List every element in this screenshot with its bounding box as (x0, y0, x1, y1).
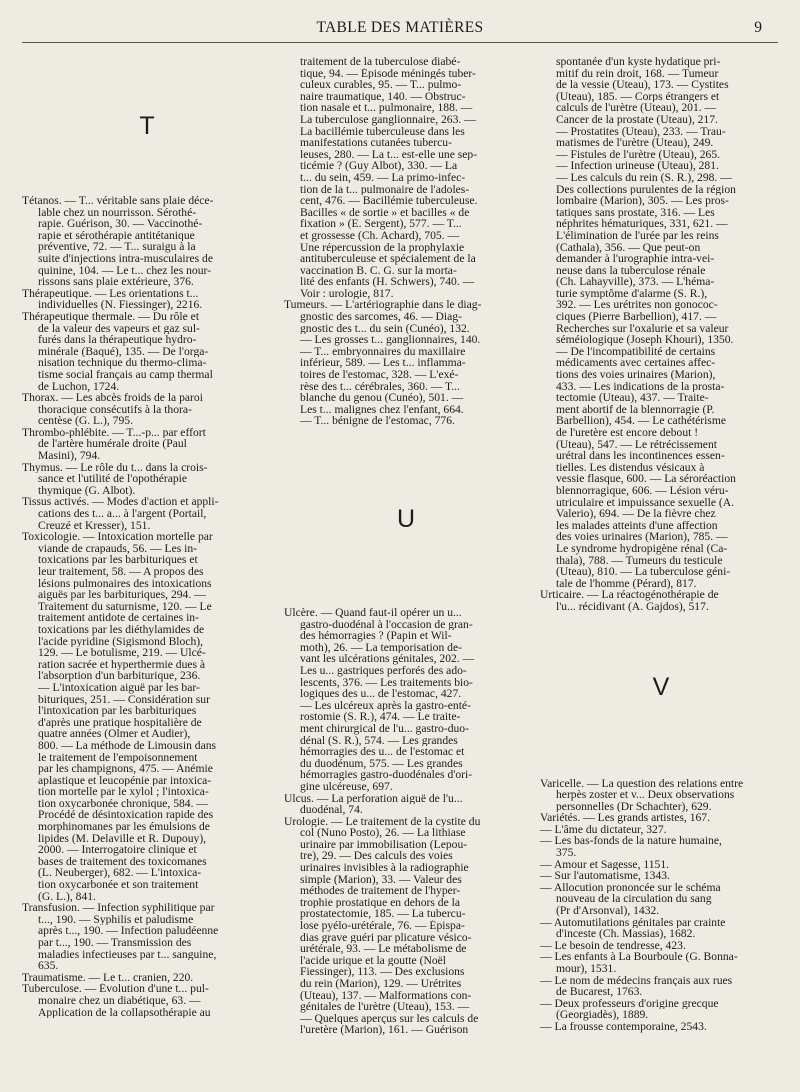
index-entry-continued (540, 56, 782, 589)
entry-line: tion de la t... pulmonaire de l'adoles- (300, 183, 470, 196)
index-entry (540, 998, 782, 1021)
index-entry (284, 607, 528, 793)
entry-line: gnostic des t... du sein (Cunéo), 132. (300, 322, 470, 335)
entry-line: L'élimination de l'urée par les reins (556, 229, 719, 242)
entry-line: viande de crapauds, 56. — Les in- (38, 542, 198, 555)
index-entry (540, 812, 782, 824)
index-entry (540, 917, 782, 940)
entry-line: minérale (Baqué), 135. — De l'orga- (38, 345, 209, 358)
entry-line: blennorragique, 606. — Lésion véru- (556, 484, 729, 497)
entry-line: d'inceste (Ch. Massias), 1682. (556, 928, 696, 940)
entry-line: Cancer de la prostate (Uteau), 217. (556, 113, 718, 126)
entry-line: tion nasale et t... pulmonaire, 188. — (300, 102, 473, 114)
entry-line: et grossesse (Ch. Achard), 705. — (300, 229, 460, 242)
entry-line: duodénal, 74. (300, 804, 363, 816)
entry-line: La bacillémie tuberculeuse dans les (300, 125, 465, 138)
entry-line: (Pr d'Arsonval), 1432. (556, 905, 660, 917)
index-entry (22, 195, 272, 288)
entry-line: Traitement du saturnisme, 120. — Le (38, 600, 212, 613)
entry-line: lable chez un nourrisson. Sérothé- (38, 206, 197, 219)
entry-line: — Les calculs du rein (S. R.), 298. — (556, 171, 732, 184)
entry-line: Masini), 794. (38, 450, 101, 462)
entry-line: bases de traitement des toxicomanes (38, 855, 207, 868)
entry-line: 129. — Le botulisme, 219. — Ulcé- (38, 647, 206, 659)
entry-line: après t..., 190. — Infection paludéenne (38, 925, 219, 937)
entry-line: Tissus activés. — Modes d'action et appli- (22, 496, 219, 509)
entry-line: culeux curables, 95. — T... pulmo- (300, 79, 462, 91)
entry-line: matismes de l'urètre (Uteau), 249. (556, 137, 714, 149)
entry-line: — Le besoin de tendresse, 423. (540, 939, 686, 952)
entry-line: Creuzé et Kresser), 151. (38, 519, 151, 532)
entry-line: par les champignons, 475. — Anémie (38, 763, 213, 775)
entry-line: vant les ulcérations génitales, 202. — (300, 653, 475, 665)
entry-line: — Sur l'automatisme, 1343. (540, 870, 670, 882)
entry-line: — L'âme du dictateur, 327. (540, 823, 667, 836)
index-entry (540, 951, 782, 974)
entry-line: Les t... malignes chez l'enfant, 664. (300, 403, 464, 416)
section-spacer (284, 532, 528, 607)
entry-line: utriculaire et impuissance sexuelle (A. (556, 496, 735, 509)
entry-line: Valerio), 694. — De la fièvre chez (556, 508, 716, 520)
entry-line: (Uteau), 185. — Corps étrangers et (556, 90, 720, 103)
entry-line: des voies urinaires (Marion), 785. — (556, 531, 728, 543)
index-entry (22, 427, 272, 462)
entry-line: Ulcère. — Quand faut-il opérer un u... (284, 607, 462, 619)
entry-line: lésions pulmonaires des intoxications (38, 577, 212, 590)
entry-line: (Uteau), 547. — Le rétrécissement (556, 438, 717, 451)
entry-line: sance et l'utilité de l'opothérapie (38, 473, 188, 485)
section-letter: V (652, 672, 670, 701)
entry-line: tielles. Les distendus vésicaux à (556, 461, 705, 474)
entry-line: thymique (G. Albot). (38, 484, 136, 497)
entry-line: ment abortif de la blennorragie (P. (556, 403, 715, 416)
entry-line: rissons sans plaie extérieure, 376. (38, 276, 194, 288)
entry-line: toxications par les barbituriques et (38, 554, 198, 566)
entry-line: leur traitement, 58. — A propos des (38, 566, 204, 578)
entry-line: centèse (G. L.), 795. (38, 415, 133, 427)
entry-line: 375. (556, 847, 577, 859)
entry-line: lescents, 376. — Les traitements bio- (300, 676, 473, 689)
entry-line: Procédé de désintoxication rapide des (38, 809, 214, 822)
entry-line: Ulcus. — La perforation aiguë de l'u... (284, 792, 463, 805)
entry-line: traitement de la tuberculose diabé- (300, 56, 461, 68)
index-entry (284, 816, 528, 1036)
entry-line: vessie flasque, 600. — La séroréaction (556, 473, 736, 485)
entry-line: rapie et sérothérapie antitétanique (38, 229, 195, 242)
entry-line: calculs de l'urètre (Uteau), 201. — (556, 102, 717, 114)
section-spacer (284, 427, 528, 507)
entry-line: des hémorragies ? (Papin et Wil- (300, 630, 452, 642)
entry-line: La tuberculose ganglionnaire, 263. — (300, 113, 476, 126)
entry-line: moth), 26. — La temporisation de- (300, 641, 462, 654)
entry-line: — T... embryonnaires du maxillaire (300, 345, 466, 358)
entry-line: Le syndrome hydropigène rénal (Ca- (556, 542, 728, 555)
entry-line: nouveau de la circulation du sang (556, 893, 712, 906)
entry-line: de la valeur des vapeurs et gaz sul- (38, 322, 200, 335)
index-entry (540, 778, 782, 813)
entry-line: Barbellion), 454. — Le cathétérisme (556, 415, 726, 427)
entry-line: — Prostatites (Uteau), 233. — Trau- (556, 125, 726, 138)
section-spacer (540, 613, 782, 675)
entry-line: ment chirurgical de l'u... gastro-duo- (300, 722, 469, 735)
entry-line: Toxicologie. — Intoxication mortelle par (22, 531, 213, 543)
entry-line: vaccination B. C. G. sur la morta- (300, 264, 457, 277)
entry-line: aplastique et leucopénie par intoxica- (38, 774, 212, 787)
entry-line: cations des t... a... à l'argent (Portail, (38, 508, 207, 520)
entry-line: du rein (Marion), 129. — Urétrites (300, 978, 462, 990)
entry-line: bituriques, 251. — Considération sur (38, 693, 210, 706)
entry-line: de l'uretère est encore debout ! (556, 427, 699, 439)
index-entry (540, 589, 782, 612)
entry-line: gnostic des sarcomes, 46. — Diag- (300, 311, 462, 323)
entry-line: hémorragies gastro-duodénales d'ori- (300, 769, 473, 781)
entry-line: tatiques sans prostate, 316. — Les (556, 206, 715, 219)
entry-line: l'uretère (Marion), 161. — Guérison (300, 1024, 469, 1036)
entry-line: l'intoxication par les barbituriques (38, 705, 197, 717)
entry-line: — Automutilations génitales par crainte (540, 916, 726, 929)
entry-line: — De l'incompatibilité de certains (556, 345, 716, 358)
entry-line: 2000. — Interrogatoire clinique et (38, 844, 197, 856)
entry-line: méthodes de traitement de l'hyper- (300, 885, 461, 897)
entry-line: nisation technique du thermo-clima- (38, 357, 207, 369)
index-entry (284, 299, 528, 427)
index-entry (22, 902, 272, 972)
entry-line: toxications par les diéthylamides de (38, 623, 205, 636)
entry-line: de Bucarest, 1763. (556, 986, 643, 998)
entry-line: fixation » (E. Sergent), 577. — T... (300, 218, 462, 230)
entry-line: t... du sein, 459. — La primo-infec- (300, 171, 466, 184)
entry-line: de la vessie (Uteau), 173. — Cystites (556, 79, 729, 91)
entry-line: l'absorption d'un barbiturique, 236. (38, 670, 201, 682)
entry-line: 392. — Les urétrites non gonococ- (556, 299, 718, 312)
entry-line: (Georgiadès), 1889. (556, 1009, 649, 1021)
index-entry (22, 972, 272, 984)
entry-line: furés dans la thérapeutique hydro- (38, 334, 197, 346)
entry-line: 800. — La méthode de Limousin dans (38, 739, 217, 752)
entry-line: urinaires invisibles à la radiographie (300, 862, 469, 874)
entry-line: — Allocution prononcée sur le schéma (540, 881, 721, 894)
entry-line: Les u... gastriques perforés des ado- (300, 664, 467, 677)
entry-line: Thorax. — Les abcès froids de la paroi (22, 392, 203, 404)
entry-line: urétral dans les incontinences essen- (556, 450, 725, 462)
entry-line: — La frousse contemporaine, 2543. (540, 1020, 707, 1033)
entry-line: antituberculeuse et spécialement de la (300, 253, 476, 265)
entry-line: l'u... récidivant (A. Gajdos), 517. (556, 600, 709, 613)
entry-line: — Les bas-fonds de la nature humaine, (540, 835, 722, 848)
entry-line: Bacilles « de sortie » et bacilles « de (300, 206, 470, 219)
index-entry (22, 311, 272, 392)
index-entry (540, 870, 782, 882)
entry-line: neuse dans la tuberculose rénale (556, 264, 706, 277)
section-letter: T (139, 112, 155, 140)
entry-line: génitales de l'urètre (Uteau), 153. — (300, 1001, 470, 1013)
entry-line: Thérapeutique. — Les orientations t... (22, 287, 199, 300)
entry-line: du duodénum, 575. — Les grandes (300, 757, 463, 770)
entry-line: mitif du rein droit, 168. — Tumeur (556, 67, 719, 80)
index-column-right (540, 56, 782, 1033)
entry-line: — Quelques aperçus sur les calculs de (300, 1012, 479, 1025)
entry-line: Thérapeutique thermale. — Du rôle et (22, 310, 200, 323)
index-column-middle (284, 56, 528, 1036)
entry-line: lombaire (Marion), 305. — Les pros- (556, 195, 729, 207)
page-title: TABLE DES MATIÈRES (316, 19, 484, 36)
index-entry (540, 975, 782, 998)
entry-line: turie symptôme d'alarme (S. R.), (556, 287, 708, 300)
entry-line: — L'intoxication aiguë par les bar- (38, 681, 200, 694)
entry-line: ration sacrée et hyperthermie dues à (38, 658, 206, 671)
entry-line: préventive, 72. — T... suraigu à la (38, 241, 196, 253)
entry-line: (G. L.), 841. (38, 890, 96, 903)
entry-line: tions des voies urinaires (Marion), (556, 369, 716, 381)
entry-line: quatre années (Olmer et Audier), (38, 728, 191, 740)
page-number: 9 (754, 19, 762, 36)
index-entry (22, 288, 272, 311)
entry-line: Tétanos. — T... véritable sans plaie déce- (22, 195, 214, 207)
entry-line: (Cathala), 356. — Que peut-on (556, 241, 701, 254)
entry-line: lité des enfants (H. Schwers), 740. — (300, 276, 475, 288)
entry-line: thoracique consécutifs à la thora- (38, 403, 192, 416)
entry-line: inférieur, 589. — Les t... inflamma- (300, 357, 466, 370)
entry-line: — Les ulcéreux après la gastro-enté- (300, 699, 471, 712)
header-rule (22, 42, 778, 43)
entry-line: par t..., 190. — Transmission des (38, 937, 192, 949)
entry-line: — Amour et Sagesse, 1151. (540, 858, 670, 871)
entry-line: cent, 476. — Bacillémie tuberculeuse. (300, 195, 478, 207)
index-entry (540, 824, 782, 836)
entry-line: Tumeurs. — L'artériographie dans le diag- (284, 299, 482, 312)
entry-line: (Uteau), 137. — Malformations con- (300, 989, 472, 1002)
index-entry (540, 1021, 782, 1033)
entry-line: prostatectomie, 185. — La tubercu- (300, 908, 466, 921)
entry-line: médicaments avec certaines affec- (556, 357, 716, 370)
section-letter: U (396, 505, 416, 533)
entry-line: mour), 1531. (556, 963, 617, 975)
entry-line: lipides (M. Delaville et R. Dupouy), (38, 832, 207, 845)
section-spacer (22, 56, 272, 114)
entry-line: Varicelle. — La question des relations entre (540, 777, 744, 790)
entry-line: thala), 788. — Tumeurs du testicule (556, 554, 723, 567)
entry-line: monaire chez un diabétique, 63. — (38, 994, 201, 1007)
entry-line: ticémie ? (Guy Albot), 330. — La (300, 160, 458, 172)
entry-line: séméiologique (Joseph Khouri), 1350. (556, 334, 734, 346)
entry-line: 433. — Les indications de la prosta- (556, 380, 725, 393)
index-entry (540, 859, 782, 871)
entry-line: traitement antidote de certaines in- (38, 612, 199, 624)
entry-line: — Les enfants à La Bourboule (G. Bonna- (540, 951, 738, 963)
entry-line: t..., 190. — Syphilis et paludisme (38, 913, 194, 926)
entry-line: blanche du genou (Cunéo), 501. — (300, 392, 464, 404)
index-entry-continued (284, 56, 528, 299)
entry-line: — T... bénigne de l'estomac, 776. (300, 415, 455, 427)
index-entry (284, 793, 528, 816)
entry-line: morphinomanes par les émulsions de (38, 821, 210, 833)
entry-line: de Luchon, 1724. (38, 380, 120, 393)
entry-line: urétérale, 93. — Le métabolisme de (300, 943, 467, 955)
entry-line: Voir : urologie, 817. (300, 287, 394, 300)
entry-line: naire traumatique, 140. — Obstruc- (300, 90, 466, 103)
entry-line: rapie. Guérison, 30. — Vaccinothé- (38, 218, 203, 230)
entry-line: Fiessinger), 113. — Des exclusions (300, 966, 465, 978)
entry-line: tion mortelle par le xylol ; l'intoxica- (38, 786, 209, 798)
entry-line: tectomie (Uteau), 437. — Traite- (556, 392, 709, 404)
entry-line: lose pyélo-urétérale, 76. — Épispa- (300, 920, 465, 932)
entry-line: tisme social français au camp thermal (38, 368, 213, 381)
entry-line: manifestations cutanées tubercu- (300, 137, 452, 149)
entry-line: individuelles (N. Fiessinger), 2216. (38, 299, 203, 311)
entry-line: Variétés. — Les grands artistes, 167. (540, 812, 710, 824)
entry-line: logiques des u... de l'estomac, 427. (300, 688, 462, 700)
entry-line: ciques (Pierre Barbellion), 417. — (556, 311, 717, 323)
entry-line: trophie prostatique en dehors de la (300, 896, 461, 909)
index-entry (540, 940, 782, 952)
entry-line: leuses, 280. — La t... est-elle une sep- (300, 148, 478, 161)
entry-line: l'acide pyridine (Sigismond Bloch), (38, 635, 204, 648)
entry-line: Tuberculose. — Évolution d'une t... pul- (22, 983, 209, 995)
entry-line: — Les grosses t... ganglionnaires, 140. (300, 334, 481, 346)
entry-line: toires de l'estomac, 328. — L'exé- (300, 369, 459, 381)
entry-line: Traumatisme. — Le t... cranien, 220. (22, 971, 194, 984)
index-entry (22, 496, 272, 531)
entry-line: personnelles (Dr Schachter), 629. (556, 800, 712, 813)
entry-line: Recherches sur l'oxalurie et sa valeur (556, 322, 729, 335)
entry-line: maladies infectieuses par t... sanguine, (38, 948, 217, 961)
entry-line: col (Nuno Posto), 26. — La lithiase (300, 827, 466, 839)
entry-line: suite d'injections intra-musculaires de (38, 252, 213, 265)
entry-line: néphrites hématuriques, 331, 621. — (556, 218, 728, 230)
section-spacer (540, 700, 782, 778)
entry-line: — Le nom de médecins français aux rues (540, 974, 733, 987)
entry-line: tale de l'homme (Pérard), 817. (556, 577, 697, 590)
entry-line: — Deux professeurs d'origine grecque (540, 997, 719, 1010)
entry-line: les malades atteints d'une affection (556, 519, 718, 532)
entry-line: — Fistules de l'urètre (Uteau), 265. (556, 148, 721, 161)
entry-line: simple (Marion), 33. — Valeur des (300, 873, 462, 886)
entry-line: gine ulcéreuse, 697. (300, 780, 393, 793)
entry-line: gastro-duodénal à l'occasion de gran- (300, 618, 473, 631)
entry-line: tique, 94. — Épisode méningés tuber- (300, 67, 476, 80)
entry-line: (Uteau), 810. — La tuberculose géni- (556, 566, 731, 578)
entry-line: tre), 29. — Des calculs des voies (300, 850, 453, 863)
entry-line: Des collections purulentes de la région (556, 183, 736, 196)
entry-line: dias grave guéri par plicature vésico- (300, 931, 472, 944)
entry-line: d'après une pratique hospitalière de (38, 716, 202, 729)
entry-line: hémorragies des u... de l'estomac et (300, 746, 465, 758)
index-column-left (22, 56, 272, 1018)
entry-line: rèse des t... cérébrales, 360. — T... (300, 380, 460, 393)
entry-line: spontanée d'un kyste hydatique pri- (556, 56, 721, 68)
entry-line: de l'artère humérale droite (Paul (38, 438, 187, 451)
entry-line: l'acide urique et la goutte (Noël (300, 954, 446, 967)
entry-line: (L. Neuberger), 682. — L'intoxica- (38, 867, 202, 880)
entry-line: Urologie. — Le traitement de la cystite du (284, 815, 481, 828)
index-entry (22, 983, 272, 1018)
entry-line: le traitement de l'empoisonnement (38, 751, 198, 764)
index-entry (22, 392, 272, 427)
entry-line: urinaire par immobilisation (Lepou- (300, 838, 468, 851)
index-entry (22, 462, 272, 497)
entry-line: demander à l'urographie intra-vei- (556, 253, 715, 265)
entry-line: Thrombo-phlébite. — T...-p... par effort (22, 426, 206, 439)
entry-line: aiguës par les barbituriques, 294. — (38, 589, 206, 601)
page-header (0, 19, 800, 39)
section-spacer (22, 139, 272, 195)
index-entry (22, 531, 272, 902)
entry-line: Urticaire. — La réactogénothérapie de (540, 589, 719, 601)
index-entry (540, 882, 782, 917)
entry-line: Transfusion. — Infection syphilitique par (22, 902, 215, 914)
entry-line: (Ch. Lahayville), 373. — L'héma- (556, 276, 715, 288)
entry-line: tion oxycarbonée chronique, 584. — (38, 797, 208, 810)
entry-line: Application de la collapsothérapie au (38, 1006, 211, 1019)
entry-line: tion oxycarbonée et son traitement (38, 879, 199, 891)
entry-line: herpès zoster et v... Deux observations (556, 789, 735, 801)
index-entry (540, 835, 782, 858)
entry-line: dénal (S. R.), 574. — Les grandes (300, 734, 458, 747)
entry-line: Thymus. — Le rôle du t... dans la crois- (22, 461, 208, 474)
entry-line: Une répercussion de la prophylaxie (300, 241, 465, 254)
entry-line: quinine, 104. — Le t... chez les nour- (38, 264, 211, 277)
entry-line: 635. (38, 960, 59, 972)
entry-line: rostomie (S. R.), 474. — Le traite- (300, 711, 461, 723)
entry-line: — Infection urineuse (Uteau), 281. (556, 160, 719, 172)
